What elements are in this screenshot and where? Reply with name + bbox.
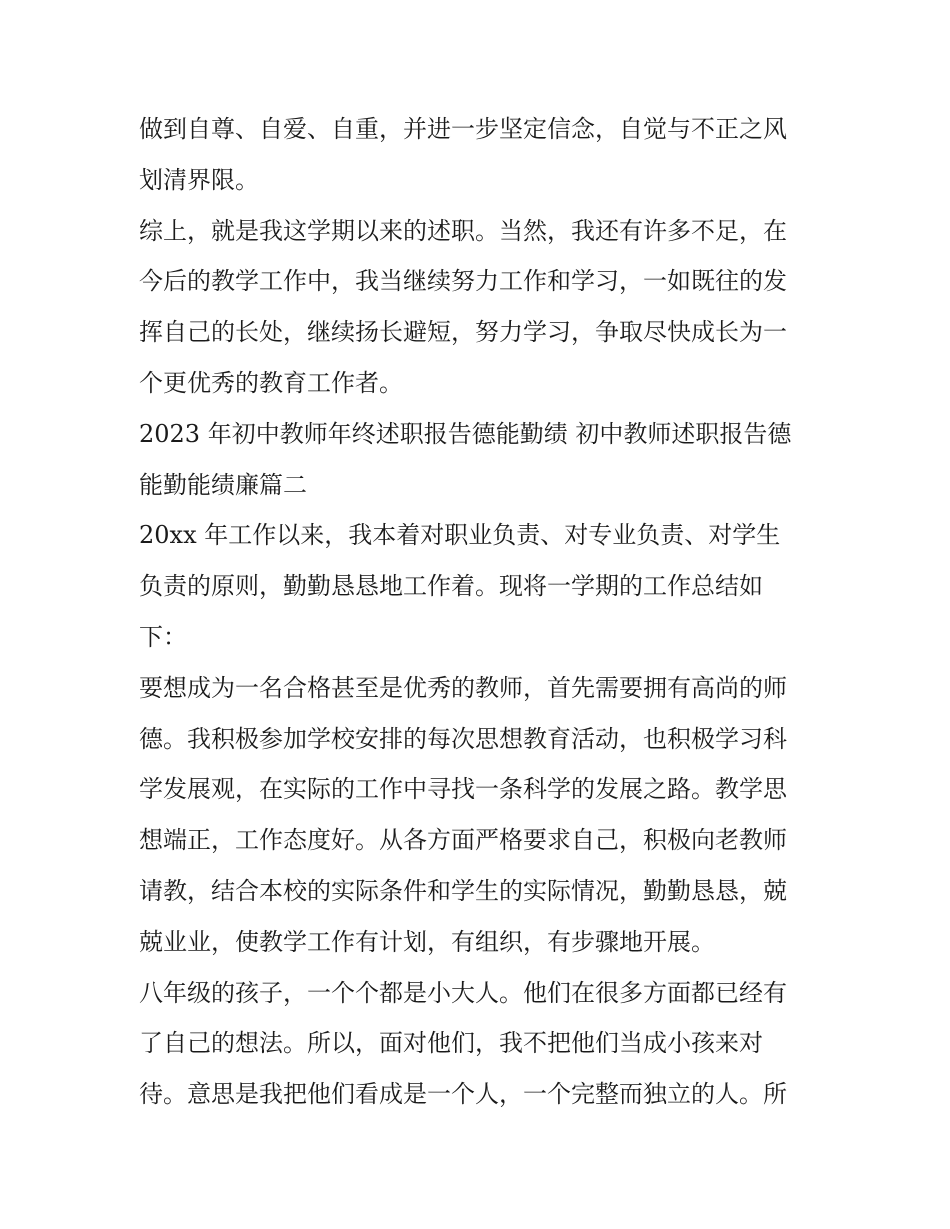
text-line: 综上，就是我这学期以来的述职。当然，我还有许多不足，在 xyxy=(139,216,787,245)
text-line: 待。意思是我把他们看成是一个人，一个完整而独立的人。所 xyxy=(139,1080,787,1109)
text-line: 负责的原则，勤勤恳恳地工作着。现将一学期的工作总结如 xyxy=(139,572,763,601)
text-line: 挥自己的长处，继续扬长避短，努力学习，争取尽快成长为一 xyxy=(139,318,787,347)
text-line: 做到自尊、自爱、自重，并进一步坚定信念，自觉与不正之风 xyxy=(139,115,787,143)
paragraph xyxy=(139,510,819,662)
paragraph xyxy=(139,968,819,1120)
document-body xyxy=(139,104,819,1120)
paragraph xyxy=(139,206,819,409)
text-line: 想端正，工作态度好。从各方面严格要求自己，积极向老教师 xyxy=(139,826,787,855)
text-line: 了自己的想法。所以，面对他们，我不把他们当成小孩来对 xyxy=(139,1029,763,1058)
text-line: 兢业业，使教学工作有计划，有组织，有步骤地开展。 xyxy=(139,927,715,956)
heading-line: 2023 年初中教师年终述职报告德能勤绩 初中教师述职报告德 xyxy=(139,419,792,448)
text-line: 学发展观，在实际的工作中寻找一条科学的发展之路。教学思 xyxy=(139,775,787,804)
section-heading xyxy=(139,409,819,511)
text-line: 请教，结合本校的实际条件和学生的实际情况，勤勤恳恳，兢 xyxy=(139,876,787,905)
text-line: 个更优秀的教育工作者。 xyxy=(139,368,403,397)
text-line: 八年级的孩子，一个个都是小大人。他们在很多方面都已经有 xyxy=(139,978,787,1007)
heading-line: 能勤能绩廉篇二 xyxy=(139,470,307,499)
text-line: 要想成为一名合格甚至是优秀的教师，首先需要拥有高尚的师 xyxy=(139,673,787,702)
text-line: 下： xyxy=(139,622,187,651)
text-line: 划清界限。 xyxy=(139,165,259,194)
text-line: 20xx 年工作以来，我本着对职业负责、对专业负责、对学生 xyxy=(139,521,781,550)
paragraph xyxy=(139,663,819,968)
text-line: 今后的教学工作中，我当继续努力工作和学习，一如既往的发 xyxy=(139,267,787,296)
text-line: 德。我积极参加学校安排的每次思想教育活动，也积极学习科 xyxy=(139,724,787,753)
paragraph xyxy=(139,104,819,206)
